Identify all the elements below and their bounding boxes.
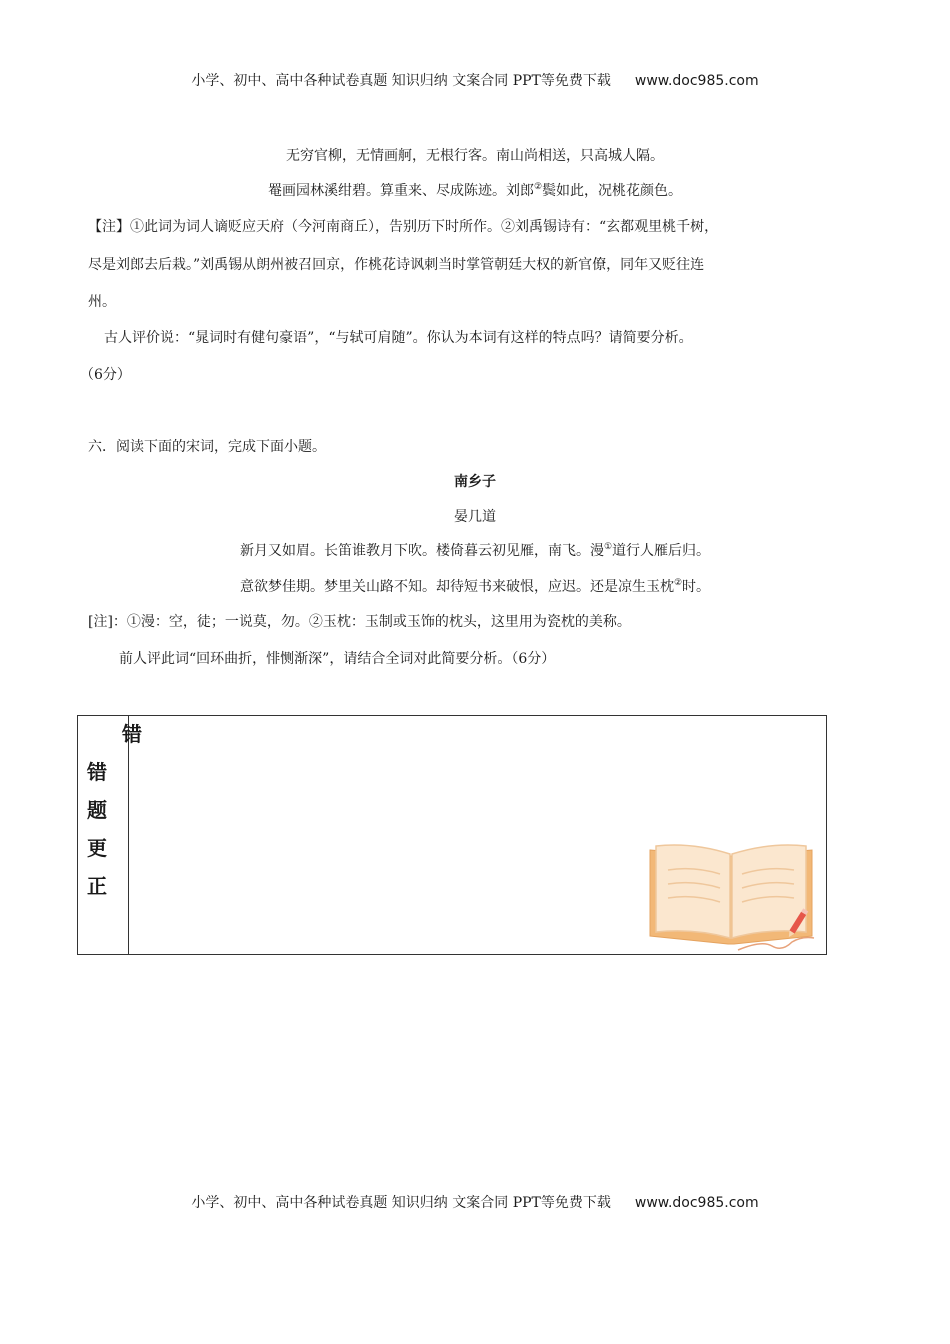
poem2-line2-part1: 意欲梦佳期。梦里关山路不知。却待短书来破恨，应迟。还是凉生玉枕 <box>239 579 674 595</box>
box-side-char-2: 题 <box>87 798 107 822</box>
box-side-char-4: 正 <box>87 874 107 898</box>
box-side-char-3: 更 <box>87 836 107 860</box>
poem2-author: 晏几道 <box>454 509 496 525</box>
poem2-line2 <box>0 577 950 597</box>
header-text: 小学、初中、高中各种试卷真题 知识归纳 文案合同 PPT等免费下载 <box>191 73 611 89</box>
page-footer <box>0 1192 950 1212</box>
footer-text: 小学、初中、高中各种试卷真题 知识归纳 文案合同 PPT等免费下载 <box>191 1195 611 1211</box>
box-divider <box>128 716 129 954</box>
footnote-marker: ② <box>533 182 543 192</box>
poem2-note: [注]：①漫：空，徒；一说莫，勿。②玉枕：玉制或玉饰的枕头，这里用为瓷枕的美称。 <box>88 614 631 630</box>
note1-line1: 【注】①此词为词人谪贬应天府（今河南商丘），告别历下时所作。②刘禹锡诗有：“玄都观里桃千树， <box>88 219 719 235</box>
header-site-link[interactable]: www.doc985.com <box>634 73 759 89</box>
poem2-line2-part2: 时。 <box>682 579 711 595</box>
poem1-line2-part2: 鬓如此，况桃花颜色。 <box>542 183 683 199</box>
question1-line1: 古人评价说：“晁词时有健句豪语”，“与轼可肩随”。你认为本词有这样的特点吗？请简要分析。 <box>104 330 693 346</box>
footnote-marker: ① <box>603 542 613 552</box>
note1-line3: 州。 <box>88 294 116 310</box>
question1-line2: （6分） <box>80 367 131 383</box>
poem1-line2-part1: 罨画园林溪绀碧。算重来、尽成陈迹。刘郎 <box>267 183 534 199</box>
poem2-title: 南乡子 <box>454 474 496 490</box>
footer-site-link[interactable]: www.doc985.com <box>634 1195 759 1211</box>
footnote-marker: ② <box>673 578 683 588</box>
poem2-line1-part1: 新月又如眉。长笛谁教月下吹。楼倚暮云初见雁，南飞。漫 <box>239 543 604 559</box>
note1-line2: 尽是刘郎去后栽。”刘禹锡从朗州被召回京，作桃花诗讽刺当时掌管朝廷大权的新官僚，同年又贬往连 <box>88 257 705 273</box>
poem2-line1 <box>0 541 950 561</box>
poem1-line1: 无穷官柳，无情画舸，无根行客。南山尚相送，只高城人隔。 <box>286 148 664 164</box>
page-header <box>0 70 950 90</box>
box-side-char-1: 错 <box>87 760 107 784</box>
poem1-line2 <box>0 181 950 201</box>
section6-heading: 六．阅读下面的宋词，完成下面小题。 <box>88 439 326 455</box>
poem2-line1-part2: 道行人雁后归。 <box>612 543 711 559</box>
open-book-icon <box>642 840 820 954</box>
box-top-char: 错 <box>122 722 142 746</box>
question2: 前人评此词“回环曲折，悱恻渐深”，请结合全词对此简要分析。（6分） <box>119 651 556 667</box>
